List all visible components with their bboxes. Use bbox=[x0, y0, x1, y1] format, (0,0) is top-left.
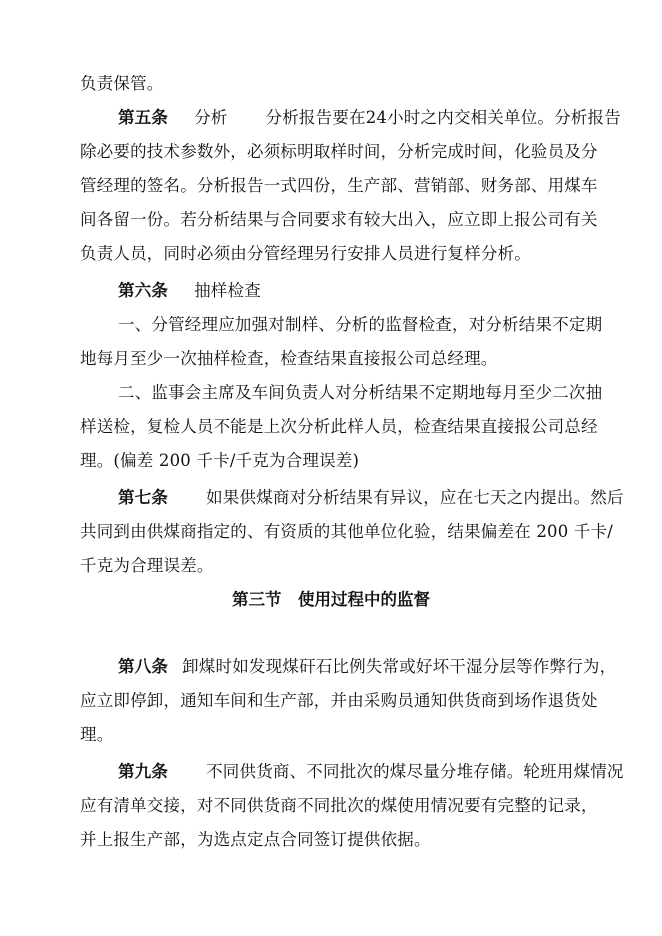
text-line: 理。 bbox=[80, 725, 114, 744]
article-5-line bbox=[118, 108, 621, 128]
article-9-line bbox=[118, 762, 624, 782]
text-line: 样送检，复检人员不能是上次分析此样人员，检查结果直接报公司总经 bbox=[80, 417, 598, 436]
article-7-line bbox=[118, 488, 624, 508]
article-label: 第六条 bbox=[118, 281, 169, 300]
article-text: 卸煤时如发现煤矸石比例失常或好坏干湿分层等作弊行为， bbox=[182, 657, 617, 676]
article-label: 第八条 bbox=[118, 657, 169, 676]
text-line: 理。(偏差 200 千卡/千克为合理误差) bbox=[80, 451, 360, 470]
article-title: 抽样检查 bbox=[194, 281, 261, 300]
article-6-line bbox=[118, 281, 261, 301]
article-text: 分析报告要在24小时之内交相关单位。分析报告 bbox=[265, 108, 621, 127]
section-heading: 第三节 使用过程中的监督 bbox=[232, 590, 430, 609]
article-text: 如果供煤商对分析结果有异议，应在七天之内提出。然后 bbox=[206, 488, 624, 507]
text-line: 除必要的技术参数外，必须标明取样时间，分析完成时间，化验员及分 bbox=[80, 142, 598, 161]
article-label: 第九条 bbox=[118, 762, 169, 781]
text-line: 应有清单交接，对不同供货商不同批次的煤使用情况要有完整的记录， bbox=[80, 796, 598, 815]
text-line: 负责保管。 bbox=[80, 74, 164, 93]
text-line: 并上报生产部，为选点定点合同签订提供依据。 bbox=[80, 830, 431, 849]
text-line: 负责人员，同时必须由分管经理另行安排人员进行复样分析。 bbox=[80, 244, 531, 263]
text-line: 共同到由供煤商指定的、有资质的其他单位化验，结果偏差在 200 千卡/ bbox=[80, 522, 614, 541]
text-line: 应立即停卸，通知车间和生产部，并由采购员通知供货商到场作退货处 bbox=[80, 691, 598, 710]
article-title: 分析 bbox=[194, 108, 228, 127]
text-line: 千克为合理误差。 bbox=[80, 556, 214, 575]
article-label: 第七条 bbox=[118, 488, 169, 507]
text-line: 地每月至少一次抽样检查，检查结果直接报公司总经理。 bbox=[80, 349, 498, 368]
text-line: 间各留一份。若分析结果与合同要求有较大出入，应立即上报公司有关 bbox=[80, 210, 598, 229]
text-line: 一、分管经理应加强对制样、分析的监督检查，对分析结果不定期 bbox=[118, 315, 603, 334]
article-label: 第五条 bbox=[118, 108, 169, 127]
text-line: 二、监事会主席及车间负责人对分析结果不定期地每月至少二次抽 bbox=[118, 383, 603, 402]
article-8-line bbox=[118, 657, 616, 677]
text-line: 管经理的签名。分析报告一式四份，生产部、营销部、财务部、用煤车 bbox=[80, 176, 598, 195]
article-text: 不同供货商、不同批次的煤尽量分堆存储。轮班用煤情况 bbox=[206, 762, 624, 781]
